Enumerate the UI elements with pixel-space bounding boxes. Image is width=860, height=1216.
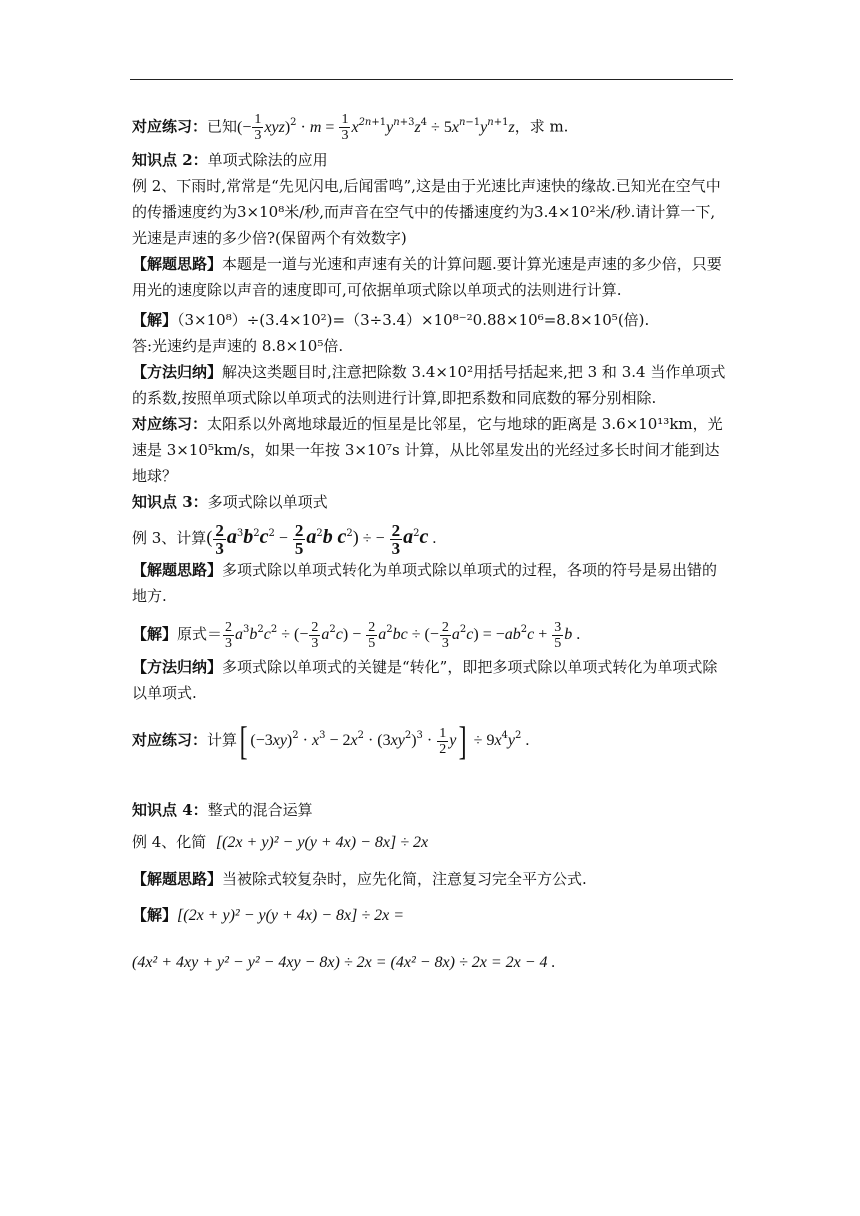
- example-3-formula: ( $\frac{2}{3}$ $a^3b^2c^2$ − $\frac{2}{5}$ $a^2b$ $c^2$) ÷ − $\frac{2}{3}$ $a^2c$ .: [206, 520, 437, 558]
- solution-label: 【解】: [132, 311, 178, 329]
- idea-label: 【解题思路】: [132, 255, 223, 273]
- example-prefix: 例 3、计算: [132, 529, 207, 547]
- example-prefix: 例 4、化简: [132, 833, 207, 851]
- idea-text: 多项式除以单项式转化为单项式除以单项式的过程，各项的符号是易出错的地方.: [132, 561, 718, 605]
- knowledge-point-2: [132, 147, 732, 173]
- example-3-idea: [132, 557, 732, 609]
- solution-label: 【解】: [132, 625, 178, 643]
- kp-title: 多项式除以单项式: [207, 493, 328, 511]
- example-3-solution-formula: $\frac{2}{3}$ $a^3b^2c^2$ ÷ (− $\frac{2}{3}$ $a^2c$) − $\frac{2}{5}$ $a^2bc$ ÷ (− $\frac{2}{3}$ $a^2c) = -ab^2c$ + $\frac{3}{5}$ b .: [225, 619, 581, 651]
- practice-label: 对应练习：: [132, 415, 208, 433]
- example-2: 例 2、下雨时,常常是“先见闪电,后闻雷鸣”,这是由于光速比声速快的缘故.已知光在空气中的传播速度约为3×10⁸米/秒,而声音在空气中的传播速度约为3.4×10²米/秒.请计算一下, 光速是声速的多少倍?(保留两个有效数字): [132, 177, 721, 247]
- practice-2: [132, 411, 732, 489]
- method-label: 【方法归纳】: [132, 658, 223, 676]
- knowledge-point-4: [132, 797, 732, 823]
- example-4: [132, 829, 732, 856]
- practice-prefix: 计算: [207, 731, 238, 749]
- spacer: [132, 765, 732, 791]
- solution-text: （3×10⁸）÷(3.4×10²)=（3÷3.4）×10⁸⁻²0.88×10⁶=8.8×10⁵(倍).: [177, 311, 650, 329]
- example-3-solution: [132, 615, 732, 654]
- header-rule: [130, 79, 733, 80]
- solution-formula-line-2: (4x² + 4xy + y² − y² − 4xy − 8x) ÷ 2x = (4x² − 8x) ÷ 2x = 2x − 4 .: [132, 954, 556, 971]
- kp-label: 知识点 4：: [132, 801, 208, 819]
- example-2-solution: [132, 307, 732, 333]
- kp-title: 整式的混合运算: [207, 801, 313, 819]
- practice-label: 对应练习：: [132, 117, 208, 136]
- knowledge-point-3: [132, 489, 732, 515]
- example-3-method: [132, 654, 732, 706]
- kp-label: 知识点 2：: [132, 151, 208, 169]
- practice-prefix: 已知: [207, 117, 238, 136]
- kp-label: 知识点 3：: [132, 493, 208, 511]
- example-4-solution: [132, 902, 732, 929]
- example-2-answer: 答:光速约是声速的 8.8×10⁵倍.: [132, 337, 344, 355]
- example-3: [132, 519, 732, 557]
- document-body: [132, 96, 732, 976]
- idea-text: 当被除式较复杂时，应先化简，注意复习完全平方公式.: [222, 870, 587, 888]
- method-text: 解决这类题目时,注意把除数 3.4×10²用括号括起来,把 3 和 3.4 当作单项式的系数,按照单项式除以单项式的法则进行计算,即把系数和同底数的幂分别相除.: [132, 363, 726, 407]
- idea-label: 【解题思路】: [132, 561, 223, 579]
- example-4-idea: [132, 866, 732, 892]
- practice-1: [132, 112, 732, 143]
- method-text: 多项式除以单项式的关键是“转化”，即把多项式除以单项式转化为单项式除以单项式.: [132, 658, 718, 702]
- practice-1-formula: (− $\frac{1}{3}$ xyz)$^2$ · m = $\frac{1}{3}$ $x^{2n+1}y^{n+3}z^4 \div 5x^{n-1}y^{n+1}z$: [237, 112, 515, 143]
- practice-text: 太阳系以外离地球最近的恒星是比邻星，它与地球的距离是 3.6×10¹³km，光速是 3×10⁵km/s，如果一年按 3×10⁷s 计算，从比邻星发出的光经过多长时间才能到达地球？: [132, 415, 723, 485]
- example-4-solution-line-2: [132, 949, 732, 976]
- practice-label: 对应练习：: [132, 731, 208, 749]
- solution-formula: [(2x + y)² − y(y + 4x) − 8x] ÷ 2x =: [177, 907, 405, 924]
- example-4-formula: [(2x + y)² − y(y + 4x) − 8x] ÷ 2x: [215, 834, 429, 851]
- example-2-method: [132, 359, 732, 411]
- practice-3-formula: [ $(-3xy)^2 \cdot x^3 - 2x^2 \cdot (3xy^2)^3$ · $\frac{1}{2}$ $y] \div 9x^4y^2$ .: [239, 718, 530, 763]
- solution-label: 【解】: [132, 906, 178, 924]
- idea-label: 【解题思路】: [132, 870, 223, 888]
- practice-3: [132, 716, 732, 765]
- practice-suffix: ，求 m.: [514, 117, 569, 136]
- method-label: 【方法归纳】: [132, 363, 223, 381]
- kp-title: 单项式除法的应用: [207, 151, 328, 169]
- example-2-idea: [132, 251, 732, 303]
- idea-text: 本题是一道与光速和声速有关的计算问题.要计算光速是声速的多少倍，只要用光的速度除以声音的速度即可,可依据单项式除以单项式的法则进行计算.: [132, 255, 722, 299]
- solution-prefix: 原式＝: [177, 625, 223, 643]
